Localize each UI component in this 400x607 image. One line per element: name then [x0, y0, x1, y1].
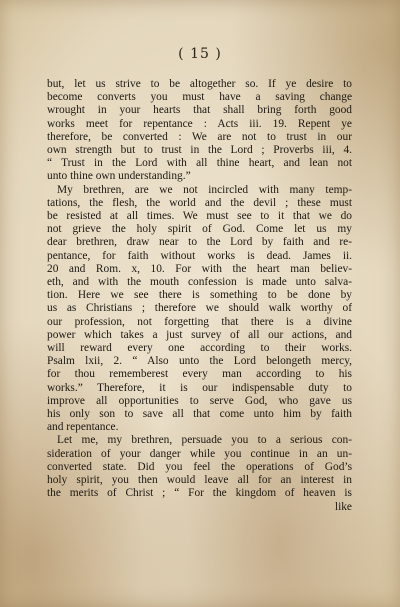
text-line: tations, the flesh, the world and the devil ; these must — [47, 196, 352, 209]
text-line: Let me, my brethren, persuade you to a serious con- — [57, 434, 352, 447]
page-number: ( 15 ) — [178, 46, 222, 62]
text-line: Psalm lxii, 2. “ Also unto the Lord belongeth mercy, — [47, 355, 352, 368]
text-line: the merits of Christ ; “ For the kingdom of heaven is — [47, 487, 352, 500]
text-line: be resisted at all times. We must see to it that we do — [47, 210, 352, 223]
text-line: improve all opportunities to serve God, who gave us — [47, 394, 352, 407]
text-line: our profession, not forgetting that there is a divine — [47, 315, 352, 328]
text-line: sideration of your danger while you continue in an un- — [47, 447, 352, 460]
text-line: works meet for repentance : Acts iii. 19. Repent ye — [47, 117, 352, 130]
text-line: will reward every one according to their works. — [47, 342, 352, 355]
text-line: 20 and Rom. x, 10. For with the heart man believ- — [47, 262, 352, 275]
text-line: converted state. Did you feel the operations of God’s — [47, 460, 352, 473]
body-text — [47, 78, 352, 514]
text-line: us as Christians ; therefore we should walk worthy of — [47, 302, 352, 315]
catchword: like — [334, 500, 352, 513]
text-line: tion. Here we see there is something to be done by — [47, 289, 352, 302]
text-line: power which takes a just survey of all our actions, and — [47, 328, 352, 341]
text-line: not grieve the holy spirit of God. Come let us my — [47, 223, 352, 236]
text-line: My brethren, are we not incircled with many temp- — [57, 183, 352, 196]
text-line: become converts you must have a saving change — [47, 91, 352, 104]
text-line: dear brethren, draw near to the Lord by faith and re- — [47, 236, 352, 249]
text-line: his only son to save all that come unto him by faith — [47, 408, 352, 421]
text-line: therefore, be converted : We are not to trust in our — [47, 130, 352, 143]
text-line: unto thine own understanding.” — [47, 170, 191, 183]
text-line: own strength but to trust in the Lord ; Proverbs iii, 4. — [47, 144, 352, 157]
text-line: pentance, for faith without works is dead. James ii. — [47, 249, 352, 262]
text-line: “ Trust in the Lord with all thine heart, and lean not — [47, 157, 352, 170]
text-line: for thou rememberest every man according to his — [47, 368, 352, 381]
text-line: eth, and with the mouth confession is made unto salva- — [47, 276, 352, 289]
text-line: and repentance. — [47, 421, 119, 434]
text-line: wrought in your hearts that shall bring forth good — [47, 104, 352, 117]
text-line: but, let us strive to be altogether so. If ye desire to — [47, 78, 352, 90]
text-line: holy spirit, you then would leave all for an interest in — [47, 474, 352, 487]
text-line: works.” Therefore, it is our indispensable duty to — [47, 381, 352, 394]
